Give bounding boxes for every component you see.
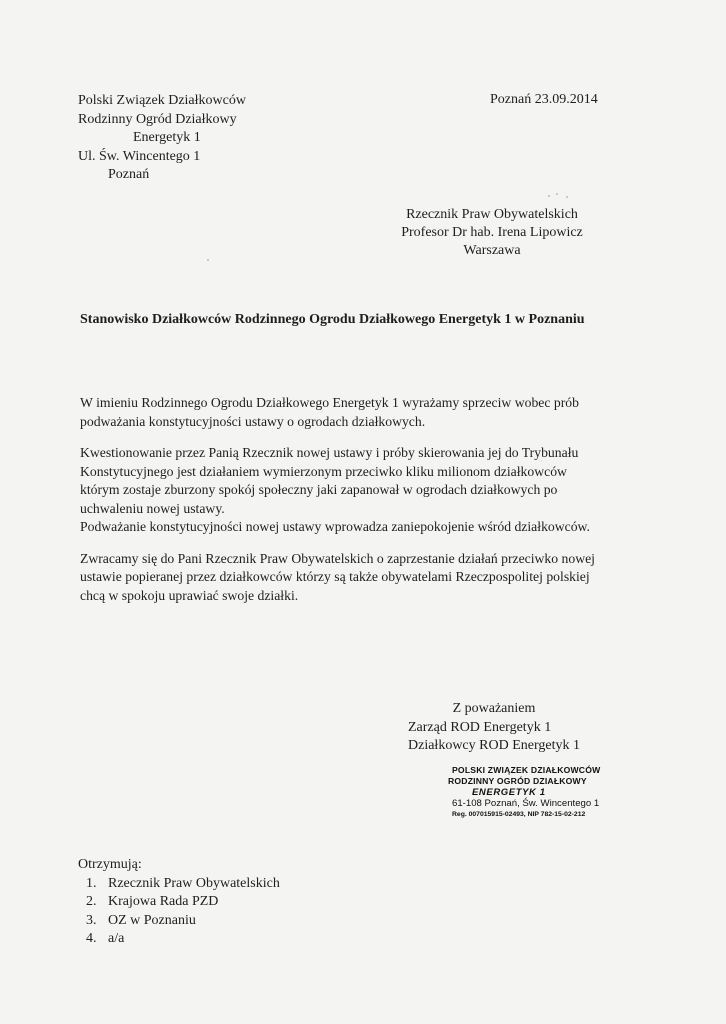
body-line: Podważanie konstytucyjności nowej ustawy wprowadza zaniepokojenie wśród działkowców. [80, 519, 590, 534]
stamp-line: POLSKI ZWIĄZEK DZIAŁKOWCÓW [452, 765, 601, 775]
sender-garden: Rodzinny Ogród Działkowy [78, 111, 237, 127]
body-line: W imieniu Rodzinnego Ogrodu Działkowego Energetyk 1 wyrażamy sprzeciw wobec prób [80, 395, 579, 410]
stamp-line: 61-108 Poznań, Św. Wincentego 1 [452, 798, 600, 809]
body-paragraph [80, 550, 660, 606]
recipients-items [78, 875, 280, 949]
recipient-address [392, 206, 592, 260]
stamp-line: RODZINNY OGRÓD DZIAŁKOWY [448, 776, 587, 786]
sender-city: Poznań [108, 167, 150, 182]
body-line: podważania konstytucyjności ustawy o ogrodach działkowych. [80, 413, 426, 429]
body-line: chcą w spokoju uprawiać swoje działki. [80, 587, 299, 603]
scan-speck [548, 195, 550, 197]
body-line: uchwaleniu nowej ustawy. [80, 500, 225, 516]
body-line: ustawie popieranej przez działkowców którzy są także obywatelami Rzeczpospolitej polskiej [80, 569, 590, 584]
body-line: Zwracamy się do Pani Rzecznik Praw Obywatelskich o zaprzestanie działań przeciwko nowej [80, 550, 595, 566]
sender-org: Polski Związek Działkowców [78, 93, 246, 108]
recipient-title: Rzecznik Praw Obywatelskich [406, 207, 578, 222]
recipients-heading: Otrzymują: [78, 857, 142, 872]
sender-address [78, 92, 246, 185]
closing-greeting: Z poważaniem [452, 701, 536, 716]
stamp-line: Reg. 007015915-02493, NIP 782-15-02-212 [452, 811, 586, 818]
closing-signature [408, 700, 580, 756]
stamp-line: ENERGETYK 1 [472, 787, 546, 798]
recipient-city: Warszawa [463, 243, 521, 258]
scan-speck [556, 193, 558, 195]
scan-speck [207, 259, 209, 261]
closing-board: Zarząd ROD Energetyk 1 [408, 719, 552, 735]
list-item: 3. OZ w Poznaniu [100, 912, 280, 931]
sender-street: Ul. Św. Wincentego 1 [78, 148, 201, 164]
scan-speck [566, 196, 568, 198]
closing-members: Działkowcy ROD Energetyk 1 [408, 738, 580, 753]
recipients-list [78, 856, 280, 949]
list-item: 2. Krajowa Rada PZD [100, 893, 280, 912]
list-item: 1. Rzecznik Praw Obywatelskich [100, 875, 280, 894]
sender-garden-name: Energetyk 1 [133, 130, 201, 145]
body-paragraph [80, 444, 660, 537]
letter-body [80, 394, 660, 618]
body-line: Kwestionowanie przez Panią Rzecznik nowej ustawy i próby skierowania jej do Trybunału [80, 445, 579, 460]
body-paragraph [80, 394, 660, 431]
organization-stamp [448, 765, 601, 820]
letter-date: Poznań 23.09.2014 [490, 92, 598, 107]
list-item: 4. a/a [100, 930, 280, 949]
letter-subject: Stanowisko Działkowców Rodzinnego Ogrodu Działkowego Energetyk 1 w Poznaniu [80, 312, 585, 327]
body-line: Konstytucyjnego jest działaniem wymierzonym przeciwko kliku milionom działkowców [80, 463, 567, 479]
recipient-name: Profesor Dr hab. Irena Lipowicz [401, 225, 583, 240]
body-line: którym zostaje zburzony spokój społeczny jaki zapanował w ogrodach działkowych po [80, 482, 558, 497]
